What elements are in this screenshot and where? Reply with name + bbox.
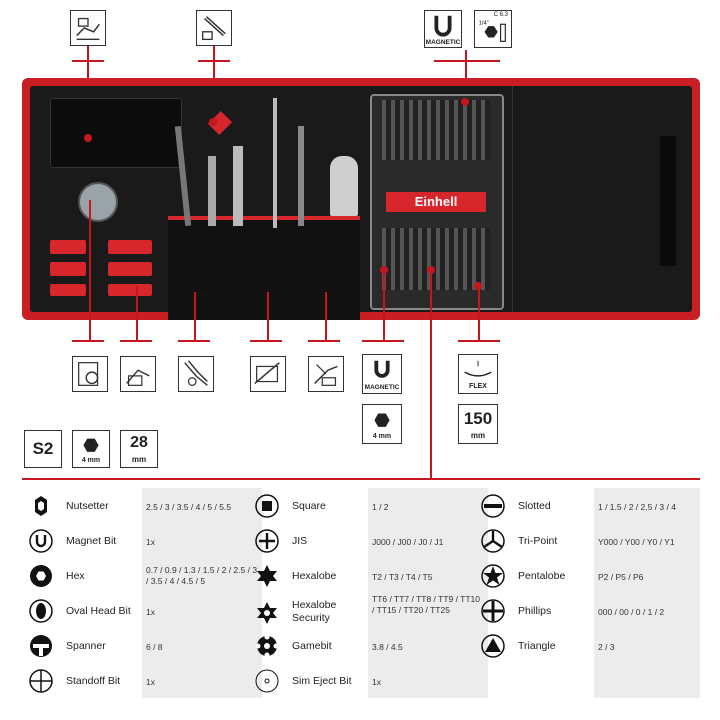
pry-tool-icon [70,10,106,46]
brand-logo: Einhell [386,192,486,212]
jis-icon [254,528,280,554]
table-row-value: 1 / 2 [372,502,389,512]
flex-label: FLEX [469,383,487,390]
triangle-icon [480,633,506,659]
tool-slots [168,216,360,320]
table-row-value: 0.7 / 0.9 / 1.3 / 1.5 / 2 / 2.5 / 3 / 3.5 / 4 / 4.5 / 5 [146,565,258,586]
table-row-name: Phillips [518,605,552,617]
magnetic-caption: MAGNETIC [425,39,461,46]
count-unit: mm [131,455,147,464]
gamebit-icon [254,633,280,659]
pentalobe-icon [480,563,506,589]
bit-case [370,94,504,310]
hex-spec-box [72,430,110,468]
pouch [50,98,182,168]
nutsetter-icon [28,493,54,519]
hexalobe-icon [254,563,280,589]
standoff-icon [28,668,54,694]
table-row-value: 2.5 / 3 / 3.5 / 4 / 5 / 5.5 [146,502,232,512]
table-row-value: 1 / 1.5 / 2 / 2.5 / 3 / 4 [598,502,676,512]
table-row-name: Spanner [66,640,106,652]
table-row-value: P2 / P5 / P6 [598,572,644,582]
slotted-icon [480,493,506,519]
table-row-value: TT6 / TT7 / TT8 / TT9 / TT10 / TT15 / TT20 / TT25 [372,594,481,615]
opening-pick-icon [120,356,156,392]
square-icon [254,493,280,519]
phillips-icon [480,598,506,624]
tool-kit-case [22,78,700,320]
pry-blade-icon [308,356,344,392]
velcro-strip [660,136,676,266]
steel-spec-box [24,430,62,468]
hex-small-label: 4 mm [372,433,392,440]
table-row-value: 000 / 00 / 0 / 1 / 2 [598,607,665,617]
spanner-icon [28,633,54,659]
magnetic-icon [424,10,462,48]
hex-icon [28,563,54,589]
flex-icon [458,354,498,394]
hex-4mm-icon [362,404,402,444]
table-row-name: Nutsetter [66,500,109,512]
tweezers-icon [196,10,232,46]
pliers-icon [178,356,214,392]
bit-size-caption: C 6.3 [493,12,508,18]
steel-spec: S2 [32,439,54,458]
spudger-icon [250,356,286,392]
length-unit: mm [470,431,486,440]
table-row-name: Pentalobe [518,570,566,582]
table-row-name: Slotted [518,500,551,512]
length-value: 150 [463,409,493,428]
table-row-name: Magnet Bit [66,535,117,547]
table-row-value: 1x [372,677,381,687]
table-row-name: Tri-Point [518,535,558,547]
table-row-value: Y000 / Y00 / Y0 / Y1 [598,537,675,547]
bit-table [22,488,700,698]
table-row-name: Sim Eject Bit [292,675,352,687]
table-row-value: J000 / J00 / J0 / J1 [372,537,444,547]
hex-spec: 4 mm [81,457,101,464]
bit-size-icon [474,10,512,48]
table-row-name: Gamebit [292,640,332,652]
table-row-name: Standoff Bit [66,675,121,687]
table-row-value: T2 / T3 / T4 / T5 [372,572,433,582]
table-row-value: 2 / 3 [598,642,615,652]
count-spec-box [120,430,158,468]
table-row-name: Oval Head Bit [66,605,131,617]
count-spec: 28 [130,434,148,451]
sim-eject-icon [254,668,280,694]
svg-text:1/4": 1/4" [478,20,489,27]
table-row-value: 1x [146,607,155,617]
table-row-value: 1x [146,537,155,547]
suction-cup-icon [72,356,108,392]
magnetic-icon-small [362,354,402,394]
tri-point-icon [480,528,506,554]
table-row-name: Hexalobe Security [292,599,337,624]
length-box [458,404,498,444]
table-row-name: JIS [292,535,308,547]
magnetic-label: MAGNETIC [364,384,400,391]
table-row-name: Triangle [518,640,556,652]
oval-head-icon [28,598,54,624]
table-row-name: Hex [66,570,85,582]
table-row-value: 1x [146,677,155,687]
magnet-bit-icon [28,528,54,554]
suction-cup [78,182,118,222]
table-row-name: Square [292,500,326,512]
table-row-value: 3.8 / 4.5 [372,642,403,652]
table-row-value: 6 / 8 [146,642,163,652]
hexalobe-security-icon [254,600,280,626]
table-row-name: Hexalobe [292,570,337,582]
